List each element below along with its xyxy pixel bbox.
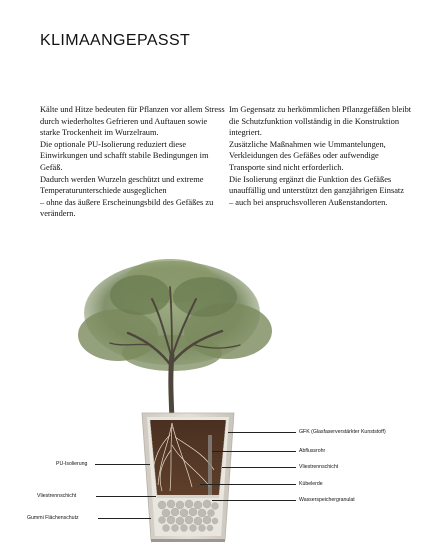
leader-line bbox=[200, 484, 296, 485]
label-pu-insulation: PU-Isolierung bbox=[56, 461, 88, 467]
left-text-column bbox=[40, 104, 225, 220]
paragraph: Die Isolierung ergänzt die Funktion des Gefäßes unauffällig und unterstützt den ganzjährigen Einsatz bbox=[229, 174, 404, 196]
leader-line bbox=[212, 451, 296, 452]
tree-foliage bbox=[78, 259, 272, 371]
leader-line bbox=[96, 496, 156, 497]
planter-illustration bbox=[0, 255, 425, 550]
planter-diagram bbox=[0, 255, 425, 550]
leader-line bbox=[228, 432, 296, 433]
label-granulate: Wasserspeichergranulat bbox=[299, 497, 355, 503]
rubber-base bbox=[151, 539, 225, 542]
label-fleece-right: Vliestrennschicht bbox=[299, 464, 339, 470]
paragraph: Dadurch werden Wurzeln geschützt und extreme Temperaturunterschiede ausgeglichen bbox=[40, 174, 204, 196]
page-title: KLIMAANGEPASST bbox=[40, 32, 191, 49]
fleece-layer bbox=[157, 495, 219, 498]
paragraph: Kälte und Hitze bedeuten für Pflanzen vor allem Stress durch wiederholtes Gefrieren und Auftauen sowie starke Trockenheit im Wurzelraum. bbox=[40, 105, 225, 138]
label-soil: Kübelerde bbox=[299, 481, 323, 487]
paragraph: Zusätzliche Maßnahmen wie Ummantelungen, Verkleidungen des Gefäßes oder aufwendige Transporte sind nicht erforderlich. bbox=[229, 139, 386, 172]
leader-line bbox=[95, 464, 150, 465]
right-text-column bbox=[229, 104, 414, 208]
paragraph: – ohne das äußere Erscheinungsbild des Gefäßes zu verändern. bbox=[40, 197, 214, 219]
label-rubber-base: Gummi Flächenschutz bbox=[27, 515, 79, 521]
leader-line bbox=[212, 500, 296, 501]
label-fleece-left: Vliestrennschicht bbox=[37, 493, 77, 499]
drain-pipe bbox=[208, 435, 212, 495]
label-drain-pipe: Abflussrohr bbox=[299, 448, 326, 454]
paragraph: Die optionale PU-Isolierung reduziert diese Einwirkungen und schafft stabile Bedingungen im Gefäß. bbox=[40, 139, 209, 172]
leader-line bbox=[98, 518, 151, 519]
paragraph: – auch bei anspruchsvolleren Außenstandorten. bbox=[229, 197, 388, 207]
leader-line bbox=[222, 467, 296, 468]
paragraph: Im Gegensatz zu herkömmlichen Pflanzgefäßen bleibt die Schutzfunktion vollständig in die Konstruktion integriert. bbox=[229, 105, 412, 138]
label-gfk: GFK (Glasfaserverstärkter Kunststoff) bbox=[299, 429, 386, 435]
